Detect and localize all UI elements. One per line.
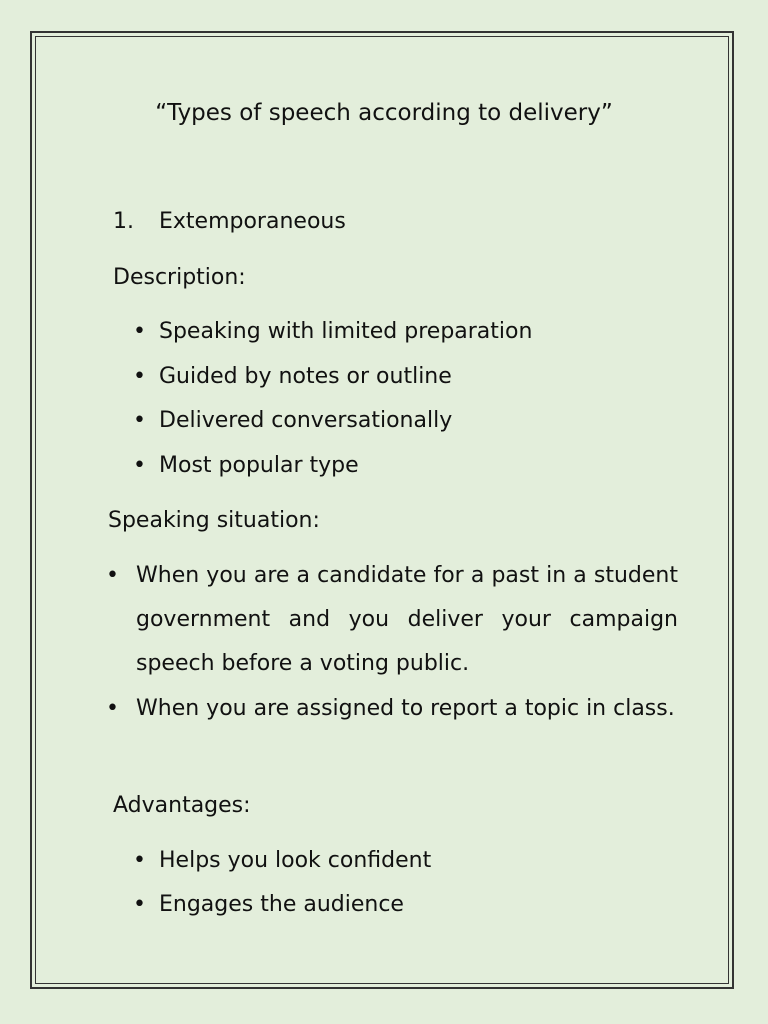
description-label: Description:: [113, 265, 246, 290]
description-item: [133, 366, 693, 388]
situation-item-text: When you are assigned to report a topic in class.: [136, 696, 675, 721]
situation-item: [106, 687, 678, 777]
description-item: [133, 321, 693, 343]
situation-item-text: When you are a candidate for a past in a student government and you deliver your campaign speech before a voting public.: [136, 563, 678, 676]
bullet-icon: •: [133, 319, 146, 344]
description-item-text: Delivered conversationally: [159, 408, 453, 433]
advantage-item-text: Helps you look confident: [159, 848, 432, 873]
description-item: [133, 410, 693, 432]
advantage-item-text: Engages the audience: [159, 892, 404, 917]
document-title: “Types of speech according to delivery”: [155, 100, 613, 126]
advantage-item: [133, 894, 693, 916]
bullet-icon: •: [133, 408, 146, 433]
bullet-icon: •: [133, 848, 146, 873]
section-number: 1.: [113, 209, 134, 234]
advantage-item: [133, 850, 693, 872]
description-item: [133, 455, 693, 477]
bullet-icon: •: [133, 892, 146, 917]
description-item-text: Guided by notes or outline: [159, 364, 452, 389]
section-title: Extemporaneous: [159, 209, 346, 234]
description-item-text: Most popular type: [159, 453, 359, 478]
bullet-icon: •: [106, 696, 119, 721]
situation-item: [106, 554, 678, 694]
speaking-situation-label: Speaking situation:: [108, 508, 320, 533]
bullet-icon: •: [133, 364, 146, 389]
advantages-label: Advantages:: [113, 793, 251, 818]
description-item-text: Speaking with limited preparation: [159, 319, 533, 344]
bullet-icon: •: [106, 563, 119, 588]
bullet-icon: •: [133, 453, 146, 478]
